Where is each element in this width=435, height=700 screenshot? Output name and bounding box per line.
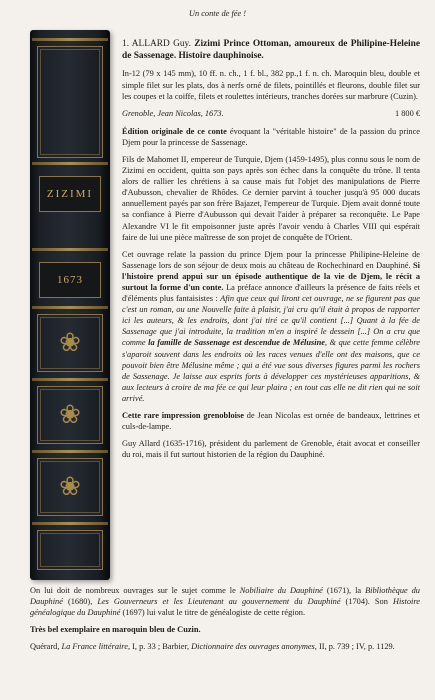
story-text-2: La préface annonce d'ailleurs la présence de faits réels et d'éléments plus fantaisistes : (122, 283, 420, 304)
entry-author: ALLARD Guy. (131, 39, 191, 49)
paragraph-edition (122, 126, 420, 148)
entry-price: 1 800 € (394, 108, 420, 118)
impression-text: de Jean Nicolas est ornée de bandeaux, lettrines et culs-de-lampe. (122, 411, 421, 432)
works-text: (1671), la (322, 586, 366, 595)
ref-text: , I, p. 33 ; Barbier, (127, 642, 192, 652)
story-text: Cet ouvrage relate la passion du prince Djem pour la princesse Philipine-Heleine de Sassenage lors de son séjour de deux mois au château de Rochechinard en Dauphiné. (122, 249, 420, 270)
ref-text: Quérard, (30, 642, 62, 652)
imprint-row (122, 108, 420, 119)
spine-band (32, 378, 108, 381)
entry-imprint: Grenoble, Jean Nicolas, 1673. (122, 108, 224, 118)
paragraph-copy-note (30, 624, 420, 635)
entry-number: 1. (122, 39, 130, 49)
paragraph-references (30, 641, 420, 652)
spine-fleuron (37, 386, 103, 444)
spine-date-label: 1673 (39, 262, 101, 298)
paragraph-story (122, 249, 420, 404)
spine-panel (37, 530, 103, 570)
paragraph-biography: Fils de Mahomet II, empereur de Turquie, Djem (1459-1495), plus connu sous le nom de Zizimi en occident, quitta son pays après son échec dans la conquête du trône. Il tenta alors de rallier les chrétiens à sa cause mais fut l'objet des manipulations de Pierre d'Aubusson, chevalier de Rhôdes. Ce dernier parvint à toucher jusqu'à 95 000 ducats annuellement payés par son frère Bajazet, l'empereur de Turquie. Djem avait donné toute sa confiance à Pierre d'Aubusson qui devait l'aider à préparer sa reconquête. Le Pape Alexandre VI le fit empoisonner juste après l'avoir vendu à Charles VIII qui espérait faire de lui une pièce maîtresse de son projet de conquête de l'Orient. (122, 154, 420, 242)
works-text: On lui doit de nombreux ouvrages sur le sujet comme le (30, 586, 240, 595)
spine-fleuron (37, 314, 103, 372)
edition-emphasis: Édition originale de ce conte (122, 126, 227, 136)
ref-title: Dictionnaire des ouvrages anonymes (191, 642, 315, 652)
entry-title (122, 38, 420, 62)
works-text: (1680), (62, 597, 98, 607)
entry-book-title: Zizimi Prince Ottoman, amoureux de Philipine-Heleine de Sassenage. Histoire dauphinoise. (122, 39, 420, 62)
ref-text: , II, p. 739 ; IV, p. 1129. (314, 642, 395, 652)
paragraph-author: Guy Allard (1635-1716), président du parlement de Grenoble, était avocat et conseiller du roi, mais il fut surtout historien de la région du Dauphiné. (122, 439, 420, 460)
spine-band (32, 38, 108, 41)
preface-quote: Afin que ceux qui liront cet ouvrage, ne se figurent pas que c'est un roman, ou une Nouvelle faite à plaisir, j'ai cru qu'il était à propos de rapporter ici les auteurs, & les endroits, dont j'ai tiré ce qu'il contient [...] Quant à la fée de Sassenage que j'ai introduite, la tradition m'en a inspiré le dessein [...] On a cru que comme (122, 294, 420, 348)
works-text: (1704). Son (340, 597, 393, 607)
preface-quote-2: , & que cette femme célèbre s'aparoit souvent dans les endroits où les races venues d'elle ont des maisons, que ce pouvoit bien être Mélusine même ; qui a été vue sous diverses figures parmi les rochers de Sassenage. Je laisse aux esprits forts à développer ces mystérieuses apparitions, & aux lecteurs à croire de ma fée ce qui leur plaira ; en tout cas elle ne dit rien qui ne soit arrivé. (122, 338, 420, 403)
impression-emphasis: Cette rare impression grenobloise (122, 411, 244, 421)
page-header: Un conte de fée ! (188, 9, 247, 18)
work-title: Histoire généalogique du Dauphiné (30, 597, 420, 618)
copy-note: Très bel exemplaire en maroquin bleu de Cuzin. (30, 625, 201, 635)
entry-footer (30, 585, 420, 658)
spine-band (32, 162, 108, 165)
catalogue-entry (122, 38, 420, 466)
spine-fleuron (37, 458, 103, 516)
edition-text: évoquant la "véritable histoire" de la passion du prince Djem pour la princesse de Sassenage. (122, 126, 420, 147)
spine-band (32, 522, 108, 525)
spine-band (32, 306, 108, 309)
work-title: Bibliothèque du Dauphiné (30, 586, 420, 607)
preface-quote-emphasis: la famille de Sassenage est descendue de Mélusine (148, 338, 325, 348)
ref-title: La France littéraire (61, 642, 128, 652)
entry-description: In-12 (79 x 145 mm), 10 ff. n. ch., 1 f. bl., 382 pp.,1 f. n. ch. Maroquin bleu, double et simple filet sur les plats, dos à nerfs orné de filets, pointillés et fleurons, double filet sur les coupes et la coiffe, filets et roulettes intérieurs, tranches dorées sur marbrure (Cuzin). (122, 69, 420, 101)
spine-band (32, 450, 108, 453)
spine-panel (37, 46, 103, 158)
spine-title-label: ZIZIMI (39, 176, 101, 212)
story-emphasis: Si l'histoire prend appui sur un épisode authentique de la vie de Djem, le récit a surtout la forme d'un conte. (122, 260, 420, 292)
works-text: (1697) lui valut le titre de généalogiste de cette région. (120, 608, 306, 618)
work-title: Nobiliaire du Dauphiné (239, 586, 323, 595)
book-spine-photo (30, 30, 110, 580)
paragraph-works (30, 585, 420, 618)
paragraph-impression (122, 410, 420, 432)
spine-band (32, 248, 108, 251)
work-title: Les Gouverneurs et les Lieutenant au gouvernement du Dauphiné (97, 597, 341, 607)
